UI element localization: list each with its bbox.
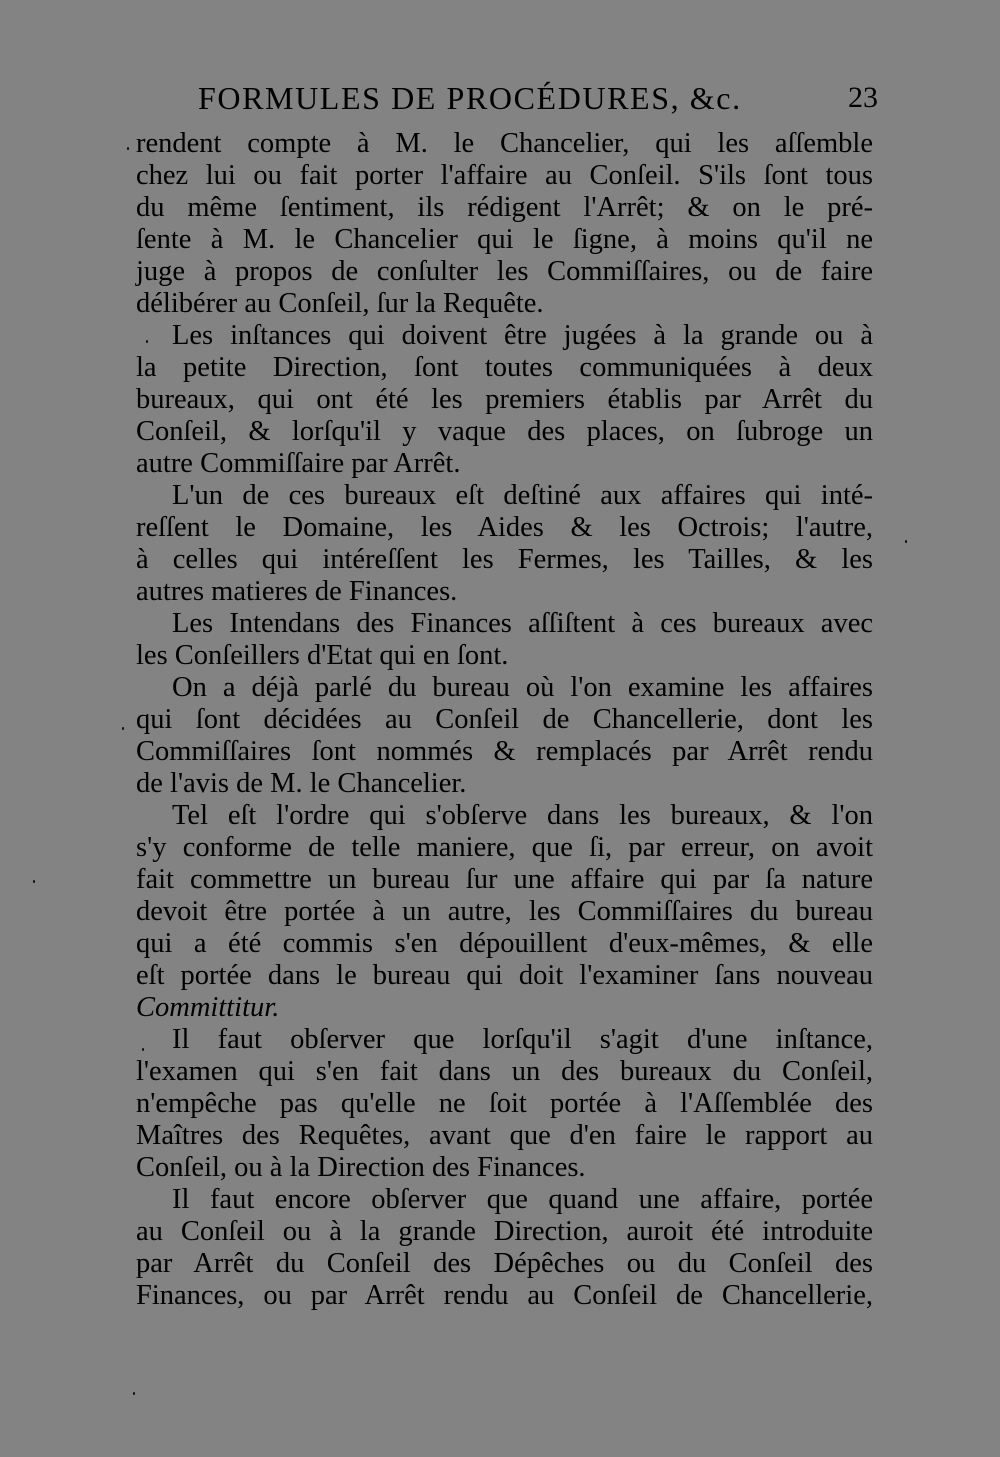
page-number: 23 <box>848 81 878 114</box>
text-line: Les inſtances qui doivent être jugées à la grande ou à <box>172 320 873 351</box>
text-line: bureaux, qui ont été les premiers établis par Arrêt du <box>136 384 873 415</box>
text-line: autre Commiſſaire par Arrêt. <box>136 448 461 479</box>
ink-speck <box>146 340 148 343</box>
text-line: de l'avis de M. le Chancelier. <box>136 768 467 799</box>
text-line: On a déjà parlé du bureau où l'on examine les affaires <box>172 672 873 703</box>
ink-speck <box>33 880 35 883</box>
ink-speck <box>142 1048 144 1051</box>
text-line: Commiſſaires ſont nommés & remplacés par Arrêt rendu <box>136 736 873 767</box>
ink-speck <box>127 147 129 150</box>
text-line: autres matieres de Finances. <box>136 576 458 607</box>
text-line: s'y conforme de telle maniere, que ſi, par erreur, on avoit <box>136 832 873 863</box>
text-line: qui ſont décidées au Conſeil de Chancellerie, dont les <box>136 704 873 735</box>
text-line: la petite Direction, ſont toutes communiquées à deux <box>136 352 873 383</box>
text-line: au Conſeil ou à la grande Direction, auroit été introduite <box>136 1216 873 1247</box>
text-line: Maîtres des Requêtes, avant que d'en faire le rapport au <box>136 1120 873 1151</box>
text-line: Tel eſt l'ordre qui s'obſerve dans les bureaux, & l'on <box>172 800 873 831</box>
running-title: FORMULES DE PROCÉDURES, &c. <box>198 80 742 116</box>
text-line: eſt portée dans le bureau qui doit l'examiner ſans nouveau <box>136 960 873 991</box>
text-line: fait commettre un bureau ſur une affaire qui par ſa nature <box>136 864 873 895</box>
text-line: Committitur. <box>136 992 280 1023</box>
text-line: Conſeil, & lorſqu'il y vaque des places, on ſubroge un <box>136 416 873 447</box>
ink-speck <box>905 540 907 543</box>
text-line: du même ſentiment, ils rédigent l'Arrêt; & on le pré- <box>136 192 873 223</box>
text-line: juge à propos de conſulter les Commiſſaires, ou de faire <box>136 256 873 287</box>
text-line: devoit être portée à un autre, les Commiſſaires du bureau <box>136 896 873 927</box>
body-text <box>136 128 873 1312</box>
text-line: chez lui ou fait porter l'affaire au Conſeil. S'ils ſont tous <box>136 160 873 191</box>
text-line: ſente à M. le Chancelier qui le ſigne, à moins qu'il ne <box>136 224 873 255</box>
text-line: L'un de ces bureaux eſt deſtiné aux affaires qui inté- <box>172 480 873 511</box>
running-head <box>198 78 878 122</box>
ink-speck <box>122 727 124 730</box>
text-line: à celles qui intéreſſent les Fermes, les Tailles, & les <box>136 544 873 575</box>
text-line: par Arrêt du Conſeil des Dépêches ou du Conſeil des <box>136 1248 873 1279</box>
text-line: Les Intendans des Finances aſſiſtent à ces bureaux avec <box>172 608 873 639</box>
text-line: n'empêche pas qu'elle ne ſoit portée à l'Aſſemblée des <box>136 1088 873 1119</box>
text-line: Il faut encore obſerver que quand une affaire, portée <box>172 1184 873 1215</box>
text-line: Conſeil, ou à la Direction des Finances. <box>136 1152 586 1183</box>
text-line: reſſent le Domaine, les Aides & les Octrois; l'autre, <box>136 512 873 543</box>
text-line: l'examen qui s'en fait dans un des bureaux du Conſeil, <box>136 1056 873 1087</box>
text-line: qui a été commis s'en dépouillent d'eux-mêmes, & elle <box>136 928 873 959</box>
text-line: Il faut obſerver que lorſqu'il s'agit d'une inſtance, <box>172 1024 873 1055</box>
text-line: les Conſeillers d'Etat qui en ſont. <box>136 640 509 671</box>
ink-speck <box>133 1392 135 1395</box>
text-line: rendent compte à M. le Chancelier, qui les aſſemble <box>136 128 873 159</box>
text-line: Finances, ou par Arrêt rendu au Conſeil de Chancellerie, <box>136 1280 873 1311</box>
text-line: délibérer au Conſeil, ſur la Requête. <box>136 288 544 319</box>
